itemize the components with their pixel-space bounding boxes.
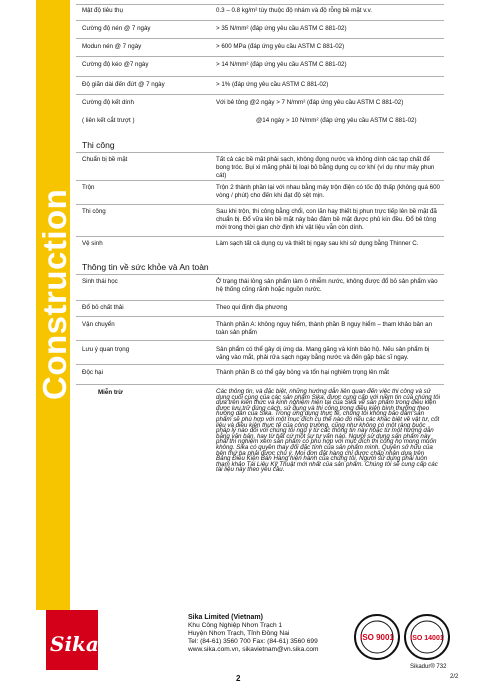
spec-row xyxy=(76,38,444,53)
spec-label: Cường độ nén @ 7 ngày xyxy=(82,25,151,32)
row-value: Ở trạng thái lỏng sản phẩm làm ô nhiễm nước, không được đổ bỏ sản phẩm vào hệ thống cống rãnh hoặc nguồn nước. xyxy=(216,278,438,293)
spec-row xyxy=(76,94,444,129)
iso-9001-text: ISO 9001 xyxy=(360,633,394,642)
row-label: Sinh thái học xyxy=(82,278,118,285)
iso-14001-badge xyxy=(404,614,450,660)
address-line: Huyện Nhơn Trạch, Tỉnh Đồng Nai xyxy=(188,630,290,637)
spec-value-sub: @14 ngày > 10 N/mm² (đáp ứng yêu cầu ASTM C 881-02) xyxy=(256,117,417,124)
logo-text: Sika xyxy=(50,632,99,656)
disclaimer-text: Các thông tin, và đặc biệt, những hướng dẫn liên quan đến việc thi công và sử dụng cuối cùng của các sản phẩm Sika, được cung cấp với niềm tin của chúng tôi dựa trên kiến thức và kinh nghiệm hiện tại của Sika về sản phẩm trong điều kiện được lưu trữ đúng cách, sử dụng và thi công trong điều kiện bình thường theo hướng dẫn của Sika. Trong ứng dụng thực tế, chúng tôi không bảo đảm sản phẩm sẽ phù hợp với một mục đích cụ thể nào đó nếu các khác biệt về vật tư, cốt liệu và điều kiện thực tế của công trường, cũng như không có một ràng buộc pháp lý nào đối với chúng tôi ngụ ý từ các thông tin này hoặc từ một hướng dẫn bằng văn bản, hay từ bất cứ một sự tư vấn nào. Người sử dụng sản phẩm này phải thí nghiệm xem sản phẩm có phù hợp với mục đích thi công họ mong muốn không. Sika có quyền thay đổi đặc tính của sản phẩm mình. Quyền sở hữu của bên thứ ba phải được chú ý. Mọi đơn đặt hàng chỉ được chấp nhận dựa trên Bảng Điều Kiện Bán Hàng hiện hành của chúng tôi. Người sử dụng phải luôn tham khảo Tài Liệu Kỹ Thuật mới nhất của sản phẩm. Chúng tôi sẽ cung cấp các tài liệu này theo yêu cầu. xyxy=(216,388,440,474)
row-label: Vệ sinh xyxy=(82,240,103,247)
section-row xyxy=(76,152,444,179)
row-label: Vận chuyển xyxy=(82,321,115,328)
row-label: Lưu ý quan trọng xyxy=(82,346,130,353)
iso-14001-text: ISO 14001 xyxy=(410,635,444,642)
spec-value: 0.3 – 0.8 kg/m² tùy thuộc độ nhám và độ rỗng bề mặt v.v. xyxy=(216,7,372,14)
disclaimer-label: Miễn trừ xyxy=(98,389,123,396)
section-title: Thi công xyxy=(82,140,115,150)
spec-value: > 600 MPa (đáp ứng yêu cầu ASTM C 881-02) xyxy=(216,43,345,50)
product-name: Sikadur® 732 xyxy=(410,664,447,670)
row-label: Thi công xyxy=(82,208,106,215)
spec-label-sub: ( liên kết cắt trượt ) xyxy=(82,117,135,124)
row-value: Làm sạch tất cả dụng cụ và thiết bị ngay sau khi sử dụng bằng Thinner C. xyxy=(216,240,419,247)
spec-label: Cường độ kết dính xyxy=(82,99,134,106)
spec-value: > 35 N/mm² (đáp ứng yêu cầu ASTM C 881-02) xyxy=(216,25,347,32)
row-value: Sản phẩm có thể gây dị ứng da. Mang găng và kính bảo hộ. Nếu sản phẩm bị văng vào mắt, phải rửa sạch ngay bằng nước và đến gặp bác sĩ ngay. xyxy=(216,346,430,361)
section-row xyxy=(76,300,444,315)
page-number: 2 xyxy=(236,674,241,683)
spec-label: Modun nén @ 7 ngày xyxy=(82,43,142,50)
section-row xyxy=(76,274,444,297)
row-label: Trộn xyxy=(82,184,95,191)
row-label: Chuẩn bị bề mặt xyxy=(82,156,128,163)
spec-value: > 1% (đáp ứng yêu cầu ASTM C 881-02) xyxy=(216,81,329,88)
spec-value: Với bê tông @2 ngày > 7 N/mm² (đáp ứng yêu cầu ASTM C 881-02) xyxy=(216,99,404,106)
section-row xyxy=(76,340,444,367)
spec-row xyxy=(76,56,444,71)
disclaimer-row xyxy=(76,384,444,475)
spec-label: Độ giãn dài đến đứt @ 7 ngày xyxy=(82,81,165,88)
row-value: Tất cả các bề mặt phải sạch, không đọng nước và không dính các tạp chất để bong tróc. Bụi xi măng phải bị loại bỏ bằng dụng cụ cơ khí (ví dụ như máy phun cát) xyxy=(216,156,435,179)
spec-label: Mật độ tiêu thụ xyxy=(82,7,123,14)
company-info xyxy=(188,614,348,654)
section-row xyxy=(76,204,444,235)
row-label: Độc hại xyxy=(82,369,103,376)
web-line: www.sika.com.vn, sikavietnam@vn.sika.com xyxy=(188,646,319,653)
row-label: Đổ bỏ chất thải xyxy=(82,304,124,311)
spec-row xyxy=(76,20,444,35)
contact-line: Tel: (84-61) 3560 700 Fax: (84-61) 3560 699 xyxy=(188,638,318,645)
row-value: Thành phần B có thể gây bỏng và tổn hại nghiêm trọng lên mắt xyxy=(216,369,390,376)
section-row xyxy=(76,316,444,341)
iso-9001-badge xyxy=(354,614,400,660)
section-row xyxy=(76,236,444,251)
row-value: Thành phần A: không nguy hiểm, thành phần B nguy hiểm – tham khảo bản an toàn sản phẩm xyxy=(216,321,433,336)
spec-row xyxy=(76,4,444,15)
row-value: Theo qui định địa phương xyxy=(216,304,288,311)
row-value: Trộn 2 thành phần lại với nhau bằng máy trộn điện có tốc độ thấp (không quá 600 vòng / phút) cho đến khi đạt độ sệt mịn. xyxy=(216,184,440,199)
row-value: Sau khi trộn, thi công bằng chổi, con lăn hay thiết bị phun trực tiếp lên bề mặt đã chuẩn bị. Đổ vữa lên bề mặt này bảo đảm bề mặt được phủ kín đều. Đổ bê tông mới trong thời gian chờ định khi vật liệu vẫn còn dính. xyxy=(216,208,437,231)
spec-label: Cường độ kéo @7 ngày xyxy=(82,61,149,68)
company-name: Sika Limited (Vietnam) xyxy=(188,614,263,621)
section-row xyxy=(76,364,444,381)
page-count: 2/2 xyxy=(450,674,459,680)
sika-logo xyxy=(46,610,98,670)
section-row xyxy=(76,180,444,207)
spec-value: > 14 N/mm² (đáp ứng yêu cầu ASTM C 881-02) xyxy=(216,61,347,68)
section-title: Thông tin về sức khỏe và An toàn xyxy=(82,262,209,272)
spec-row xyxy=(76,76,444,91)
address-line: Khu Công Nghiệp Nhơn Trạch 1 xyxy=(188,622,283,629)
